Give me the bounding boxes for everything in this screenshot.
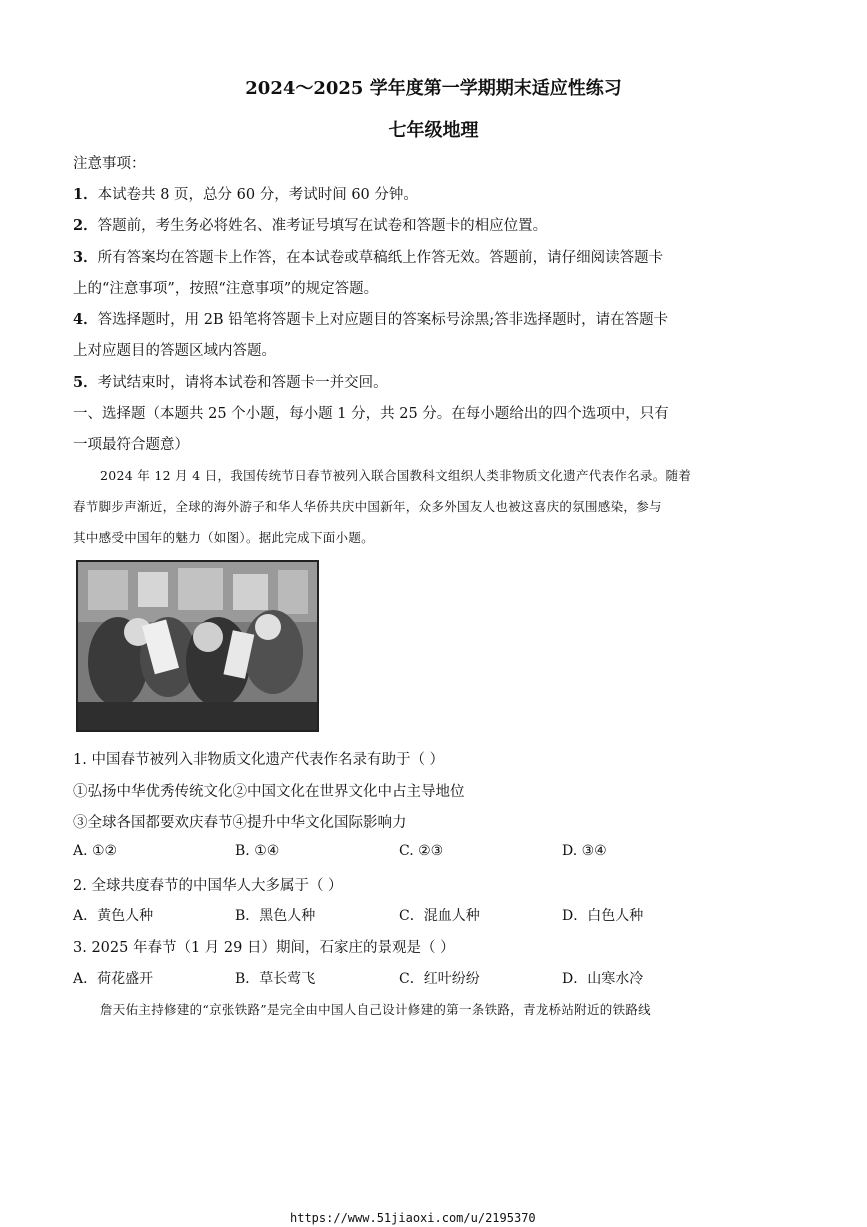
notice-item-3: [73, 246, 793, 267]
notice-num: 2．: [73, 217, 98, 234]
section-heading-cont: 一项最符合题意）: [73, 437, 189, 453]
exam-title: 2024～2025 学年度第一学期期末适应性练习: [245, 78, 622, 99]
option-a[interactable]: A. ①②: [73, 843, 118, 859]
notice-item-4-cont: 上对应题目的答题区域内答题。: [73, 343, 276, 359]
notice-num: 4．: [73, 311, 98, 328]
passage-line: 2024 年 12 月 4 日，我国传统节日春节被列入联合国教科文组织人类非物质文化遗产代表作名录。随着: [100, 468, 692, 483]
notice-item-2: [73, 214, 793, 235]
notice-num: 5．: [73, 374, 98, 391]
option-c[interactable]: C. ②③: [399, 843, 444, 859]
question-2-stem: 2. 全球共度春节的中国华人大多属于（ ）: [73, 878, 343, 894]
exam-subtitle: 七年级地理: [388, 120, 479, 141]
notice-heading: 注意事项：: [73, 156, 146, 172]
option-d[interactable]: D．山寒水冷: [562, 971, 644, 987]
option-c[interactable]: C．红叶纷纷: [399, 971, 480, 987]
notice-item-5: [73, 371, 793, 392]
notice-text: 答题前，考生务必将姓名、准考证号填写在试卷和答题卡的相应位置。: [97, 218, 548, 234]
question-2-options: [73, 905, 713, 925]
option-d[interactable]: D. ③④: [562, 843, 607, 859]
passage-line: 其中感受中国年的魅力（如图）。据此完成下面小题。: [73, 530, 374, 545]
question-1-statement: ③全球各国都要欢庆春节④提升中华文化国际影响力: [73, 815, 407, 831]
option-c[interactable]: C．混血人种: [399, 908, 480, 924]
footer-url[interactable]: https://www.51jiaoxi.com/u/2195370: [290, 1211, 536, 1225]
option-b[interactable]: B．黑色人种: [235, 908, 316, 924]
question-3-stem: 3. 2025 年春节（1 月 29 日）期间，石家庄的景观是（ ）: [73, 940, 455, 956]
option-b[interactable]: B. ①④: [235, 843, 280, 859]
notice-text: 所有答案均在答题卡上作答，在本试卷或草稿纸上作答无效。答题前，请仔细阅读答题卡: [97, 250, 664, 266]
question-1-statement: ①弘扬中华优秀传统文化②中国文化在世界文化中占主导地位: [73, 784, 465, 800]
option-a[interactable]: A．黄色人种: [73, 908, 154, 924]
notice-text: 本试卷共 8 页，总分 60 分，考试时间 60 分钟。: [97, 187, 418, 203]
section-heading: 一、选择题（本题共 25 个小题，每小题 1 分，共 25 分。在每小题给出的四个选项中，只有: [73, 406, 669, 422]
question-1-options: [73, 843, 713, 863]
notice-num: 1．: [73, 186, 98, 203]
notice-num: 3．: [73, 249, 98, 266]
notice-text: 答选择题时，用 2B 铅笔将答题卡上对应题目的答案标号涂黑;答非选择题时，请在答题卡: [97, 312, 669, 328]
spring-festival-photo: [76, 560, 319, 732]
question-1-stem: 1. 中国春节被列入非物质文化遗产代表作名录有助于（ ）: [73, 752, 445, 768]
notice-text: 考试结束时，请将本试卷和答题卡一并交回。: [97, 375, 388, 391]
passage-line: 詹天佑主持修建的“京张铁路”是完全由中国人自己设计修建的第一条铁路，青龙桥站附近的铁路线: [100, 1002, 651, 1017]
option-a[interactable]: A．荷花盛开: [73, 971, 154, 987]
photo-illustration: [78, 562, 317, 730]
option-b[interactable]: B．草长莺飞: [235, 971, 316, 987]
notice-item-1: [73, 183, 793, 204]
notice-item-4: [73, 308, 793, 329]
option-d[interactable]: D．白色人种: [562, 908, 644, 924]
question-3-options: [73, 968, 713, 988]
passage-line: 春节脚步声渐近，全球的海外游子和华人华侨共庆中国新年，众多外国友人也被这喜庆的氛围感染，参与: [73, 499, 662, 514]
notice-item-3-cont: 上的“注意事项”，按照“注意事项”的规定答题。: [73, 281, 379, 297]
